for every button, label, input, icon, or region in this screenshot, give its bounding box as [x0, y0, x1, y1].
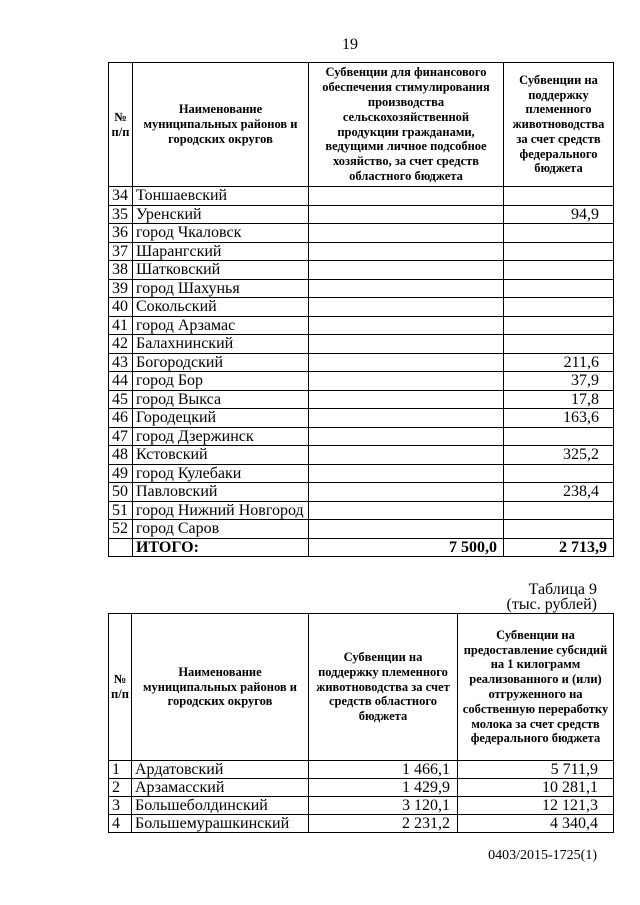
row-number: 50 — [109, 483, 133, 502]
private-farm-subsidy-value — [309, 483, 504, 502]
table-row — [109, 427, 614, 446]
table-row — [109, 501, 614, 520]
table-row — [109, 353, 614, 372]
row-number: 47 — [109, 427, 133, 446]
table-body — [109, 761, 614, 833]
row-number: 45 — [109, 390, 133, 409]
private-farm-subsidy-value — [309, 427, 504, 446]
private-farm-subsidy-value — [309, 353, 504, 372]
private-farm-subsidy-value — [309, 335, 504, 354]
municipality-name: Ардатовский — [132, 761, 309, 779]
municipality-name: Арзамасский — [132, 779, 309, 797]
header-private-farm-subsidy: Субвенции для финансового обеспечения стимулирования производства сельскохозяйственной продукции гражданами, ведущими личное подсобное хозяйство, за счет средств областного бюджета — [309, 63, 504, 187]
header-municipality-name: Наименование муниципальных районов и городских округов — [132, 614, 309, 761]
row-number: 44 — [109, 372, 133, 391]
row-number: 49 — [109, 464, 133, 483]
municipality-name: город Дзержинск — [133, 427, 309, 446]
table-row — [109, 187, 614, 206]
table-units: (тыс. рублей) — [506, 596, 597, 613]
header-municipality-name: Наименование муниципальных районов и городских округов — [133, 63, 309, 187]
total-breeding-subsidy-federal: 2 713,9 — [504, 538, 614, 557]
table-row — [109, 520, 614, 539]
row-number: 42 — [109, 335, 133, 354]
total-label: ИТОГО: — [133, 538, 309, 557]
municipality-name: Большеболдинский — [132, 797, 309, 815]
municipality-name: Сокольский — [133, 298, 309, 317]
row-number: 48 — [109, 446, 133, 465]
private-farm-subsidy-value — [309, 409, 504, 428]
municipality-name: Балахнинский — [133, 335, 309, 354]
breeding-subsidy-regional-value: 1 466,1 — [309, 761, 458, 779]
subsidy-table-continued — [108, 62, 614, 557]
breeding-subsidy-federal-value: 238,4 — [504, 483, 614, 502]
page-number: 19 — [342, 36, 358, 53]
table-row — [109, 409, 614, 428]
private-farm-subsidy-value — [309, 187, 504, 206]
document-code: 0403/2015-1725(1) — [488, 848, 597, 863]
milk-subsidy-federal-value: 5 711,9 — [458, 761, 614, 779]
table-row — [109, 224, 614, 243]
total-private-farm-subsidy: 7 500,0 — [309, 538, 504, 557]
row-number: 4 — [109, 815, 132, 833]
row-number: 37 — [109, 242, 133, 261]
table-row — [109, 797, 614, 815]
table-body — [109, 187, 614, 539]
milk-subsidy-federal-value: 4 340,4 — [458, 815, 614, 833]
milk-subsidy-federal-value: 12 121,3 — [458, 797, 614, 815]
municipality-name: Кстовский — [133, 446, 309, 465]
table-row — [109, 779, 614, 797]
private-farm-subsidy-value — [309, 205, 504, 224]
municipality-name: Городецкий — [133, 409, 309, 428]
table-row — [109, 464, 614, 483]
table-row — [109, 390, 614, 409]
total-row-number — [109, 538, 133, 557]
private-farm-subsidy-value — [309, 298, 504, 317]
private-farm-subsidy-value — [309, 372, 504, 391]
private-farm-subsidy-value — [309, 501, 504, 520]
breeding-subsidy-regional-value: 2 231,2 — [309, 815, 458, 833]
breeding-subsidy-federal-value — [504, 298, 614, 317]
breeding-subsidy-federal-value — [504, 187, 614, 206]
breeding-subsidy-federal-value: 17,8 — [504, 390, 614, 409]
municipality-name: Большемурашкинский — [132, 815, 309, 833]
table-header-row — [109, 63, 614, 187]
row-number: 43 — [109, 353, 133, 372]
row-number: 1 — [109, 761, 132, 779]
breeding-subsidy-federal-value — [504, 242, 614, 261]
breeding-subsidy-federal-value — [504, 335, 614, 354]
private-farm-subsidy-value — [309, 242, 504, 261]
municipality-name: Тоншаевский — [133, 187, 309, 206]
row-number: 34 — [109, 187, 133, 206]
private-farm-subsidy-value — [309, 446, 504, 465]
municipality-name: город Нижний Новгород — [133, 501, 309, 520]
breeding-subsidy-federal-value — [504, 261, 614, 280]
row-number: 40 — [109, 298, 133, 317]
row-number: 3 — [109, 797, 132, 815]
subsidy-table-9 — [108, 613, 614, 833]
private-farm-subsidy-value — [309, 390, 504, 409]
breeding-subsidy-federal-value: 94,9 — [504, 205, 614, 224]
row-number: 38 — [109, 261, 133, 280]
breeding-subsidy-federal-value — [504, 520, 614, 539]
table-row — [109, 242, 614, 261]
municipality-name: город Арзамас — [133, 316, 309, 335]
table-header-row — [109, 614, 614, 761]
breeding-subsidy-federal-value: 163,6 — [504, 409, 614, 428]
row-number: 2 — [109, 779, 132, 797]
header-breeding-subsidy-federal: Субвенции на поддержку племенного животноводства за счет средств федерального бюджета — [504, 63, 614, 187]
header-row-number: № п/п — [109, 614, 132, 761]
header-row-number: № п/п — [109, 63, 133, 187]
municipality-name: город Саров — [133, 520, 309, 539]
private-farm-subsidy-value — [309, 261, 504, 280]
table-row — [109, 298, 614, 317]
table-caption: Таблица 9 — [528, 581, 597, 598]
municipality-name: город Выкса — [133, 390, 309, 409]
table-row — [109, 316, 614, 335]
municipality-name: город Бор — [133, 372, 309, 391]
municipality-name: город Шахунья — [133, 279, 309, 298]
row-number: 51 — [109, 501, 133, 520]
table-row — [109, 279, 614, 298]
municipality-name: город Кулебаки — [133, 464, 309, 483]
header-milk-subsidy-federal: Субвенции на предоставление субсидий на 1 килограмм реализованного и (или) отгруженного на собственную переработку молока за счет средств федерального бюджета — [458, 614, 614, 761]
table-row — [109, 761, 614, 779]
row-number: 39 — [109, 279, 133, 298]
total-row — [109, 538, 614, 557]
table-row — [109, 372, 614, 391]
breeding-subsidy-federal-value: 211,6 — [504, 353, 614, 372]
breeding-subsidy-federal-value — [504, 224, 614, 243]
breeding-subsidy-federal-value — [504, 316, 614, 335]
private-farm-subsidy-value — [309, 316, 504, 335]
table-row — [109, 483, 614, 502]
row-number: 41 — [109, 316, 133, 335]
breeding-subsidy-federal-value — [504, 279, 614, 298]
breeding-subsidy-federal-value: 37,9 — [504, 372, 614, 391]
table-row — [109, 335, 614, 354]
breeding-subsidy-regional-value: 1 429,9 — [309, 779, 458, 797]
municipality-name: Шатковский — [133, 261, 309, 280]
municipality-name: Шарангский — [133, 242, 309, 261]
table-row — [109, 446, 614, 465]
table-row — [109, 815, 614, 833]
private-farm-subsidy-value — [309, 224, 504, 243]
municipality-name: Павловский — [133, 483, 309, 502]
row-number: 52 — [109, 520, 133, 539]
breeding-subsidy-federal-value: 325,2 — [504, 446, 614, 465]
table-row — [109, 205, 614, 224]
header-breeding-subsidy-regional: Субвенции на поддержку племенного животноводства за счет средств областного бюджета — [309, 614, 458, 761]
municipality-name: Уренский — [133, 205, 309, 224]
row-number: 36 — [109, 224, 133, 243]
private-farm-subsidy-value — [309, 520, 504, 539]
breeding-subsidy-federal-value — [504, 501, 614, 520]
breeding-subsidy-federal-value — [504, 427, 614, 446]
private-farm-subsidy-value — [309, 279, 504, 298]
milk-subsidy-federal-value: 10 281,1 — [458, 779, 614, 797]
row-number: 35 — [109, 205, 133, 224]
private-farm-subsidy-value — [309, 464, 504, 483]
row-number: 46 — [109, 409, 133, 428]
table-row — [109, 261, 614, 280]
breeding-subsidy-federal-value — [504, 464, 614, 483]
municipality-name: Богородский — [133, 353, 309, 372]
breeding-subsidy-regional-value: 3 120,1 — [309, 797, 458, 815]
municipality-name: город Чкаловск — [133, 224, 309, 243]
